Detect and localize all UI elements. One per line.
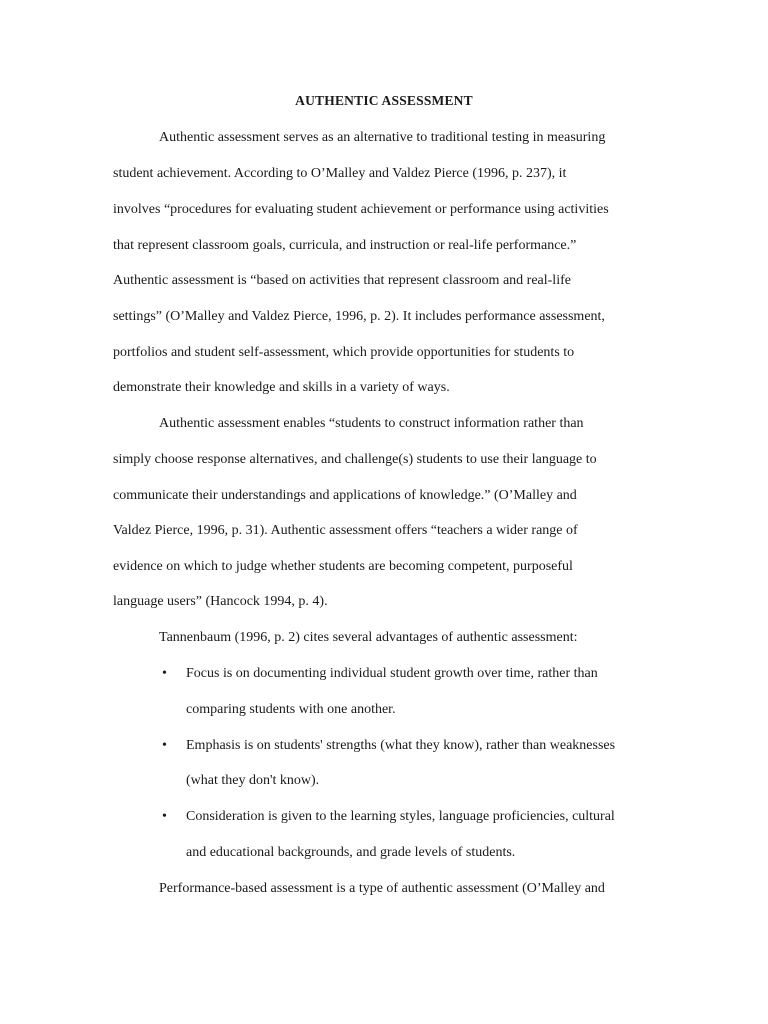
paragraph-line: Authentic assessment is “based on activities that represent classroom and real-life bbox=[113, 273, 571, 288]
paragraph-line: Authentic assessment serves as an alternative to traditional testing in measuring bbox=[159, 130, 606, 145]
bullet-item-line: Focus is on documenting individual student growth over time, rather than bbox=[186, 666, 598, 681]
paragraph-line: settings” (O’Malley and Valdez Pierce, 1996, p. 2). It includes performance assessment, bbox=[113, 309, 605, 324]
bullet-item-line: Consideration is given to the learning styles, language proficiencies, cultural bbox=[186, 809, 615, 824]
bullet-icon: • bbox=[162, 738, 167, 753]
paragraph-line: Performance-based assessment is a type of authentic assessment (O’Malley and bbox=[159, 881, 605, 896]
bullet-icon: • bbox=[162, 809, 167, 824]
paragraph-line: Authentic assessment enables “students to construct information rather than bbox=[159, 416, 584, 431]
paragraph-line: Tannenbaum (1996, p. 2) cites several advantages of authentic assessment: bbox=[159, 630, 578, 645]
paragraph-line: language users” (Hancock 1994, p. 4). bbox=[113, 594, 328, 609]
bullet-item-line: comparing students with one another. bbox=[186, 702, 396, 717]
document-title: AUTHENTIC ASSESSMENT bbox=[295, 93, 473, 108]
bullet-icon: • bbox=[162, 666, 167, 681]
paragraph-line: portfolios and student self-assessment, which provide opportunities for students to bbox=[113, 345, 575, 360]
bullet-item-line: and educational backgrounds, and grade levels of students. bbox=[186, 845, 516, 860]
paragraph-line: simply choose response alternatives, and challenge(s) students to use their language to bbox=[113, 452, 597, 467]
paragraph-line: communicate their understandings and applications of knowledge.” (O’Malley and bbox=[113, 488, 577, 503]
paragraph-line: student achievement. According to O’Malley and Valdez Pierce (1996, p. 237), it bbox=[113, 166, 567, 181]
bullet-item-line: (what they don't know). bbox=[186, 773, 320, 788]
paragraph-line: evidence on which to judge whether students are becoming competent, purposeful bbox=[113, 559, 573, 574]
paragraph-line: demonstrate their knowledge and skills in a variety of ways. bbox=[113, 380, 450, 395]
paragraph-line: that represent classroom goals, curricula, and instruction or real-life performance.” bbox=[113, 238, 577, 253]
bullet-item-line: Emphasis is on students' strengths (what they know), rather than weaknesses bbox=[186, 738, 616, 753]
paragraph-line: involves “procedures for evaluating student achievement or performance using activities bbox=[113, 202, 609, 217]
paragraph-line: Valdez Pierce, 1996, p. 31). Authentic assessment offers “teachers a wider range of bbox=[113, 523, 578, 538]
